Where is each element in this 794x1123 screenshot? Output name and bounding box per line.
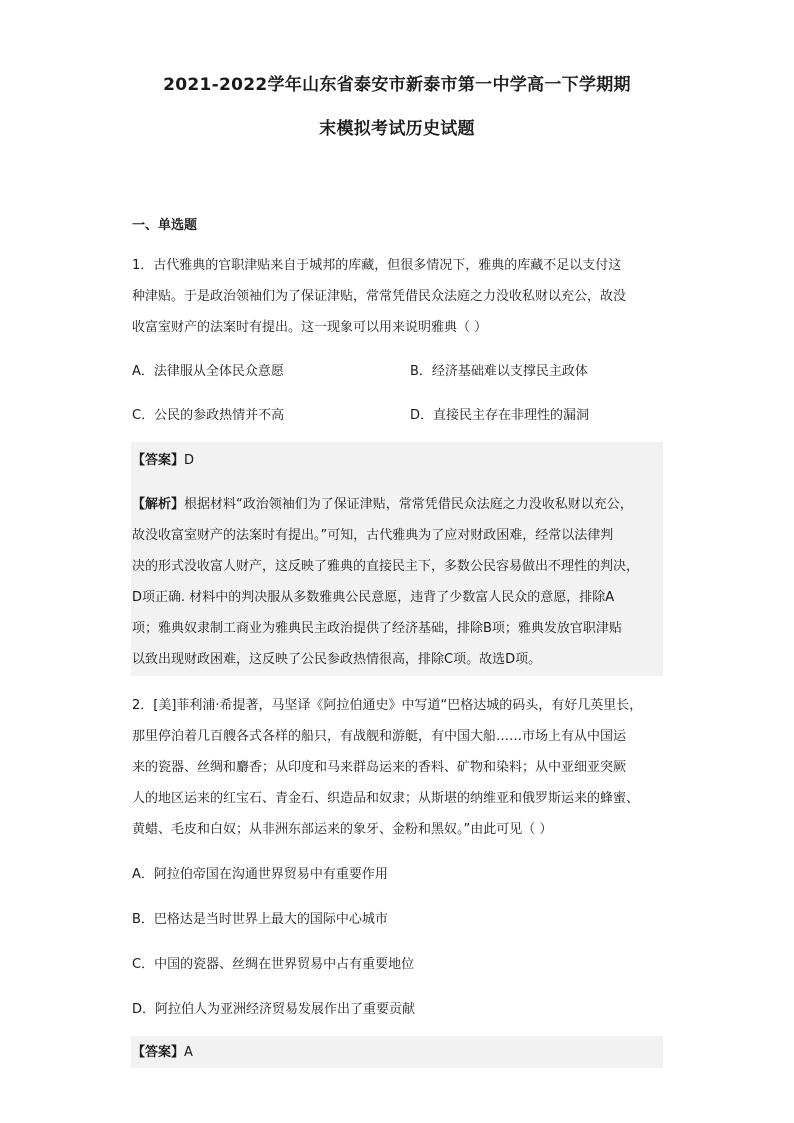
q1-analysis-line-3: 决的形式没收富人财产，这反映了雅典的直接民主下，多数公民容易做出不理性的判决， bbox=[132, 559, 640, 574]
q1-stem-line-3: 收富室财产的法案时有提出。这一现象可以用来说明雅典（ ） bbox=[132, 320, 488, 335]
document-title-line-2: 末模拟考试历史试题 bbox=[319, 119, 475, 139]
q2-stem-line-3: 来的瓷器、丝绸和麝香；从印度和马来群岛运来的香料、矿物和染料；从中亚细亚突厥 bbox=[132, 760, 627, 775]
q2-answer-value: A bbox=[184, 1045, 193, 1060]
q1-answer-value: D bbox=[184, 453, 195, 468]
q1-analysis-line-2: 故没收富室财产的法案时有提出。”可知，古代雅典为了应对财政困难，经常以法律判 bbox=[132, 528, 614, 543]
q1-stem-line-1: 1．古代雅典的官职津贴来自于城邦的库藏，但很多情况下，雅典的库藏不足以支付这 bbox=[132, 258, 622, 273]
q2-option-d: D．阿拉伯人为亚洲经济贸易发展作出了重要贡献 bbox=[132, 1002, 416, 1017]
q1-analysis-label: 【解析】 bbox=[132, 497, 185, 512]
q1-analysis-line-6: 以致出现财政困难，这反映了公民参政热情很高，排除C项。故选D项。 bbox=[132, 652, 542, 667]
q1-answer bbox=[132, 451, 194, 471]
q2-option-a: A．阿拉伯帝国在沟通世界贸易中有重要作用 bbox=[132, 867, 388, 882]
q1-option-b: B．经济基础难以支撑民主政体 bbox=[410, 364, 588, 379]
q2-answer-block bbox=[131, 1036, 663, 1068]
q1-answer-label: 【答案】 bbox=[132, 453, 185, 468]
q1-option-d: D．直接民主存在非理性的漏洞 bbox=[410, 408, 590, 423]
q1-analysis-text-1: 根据材料“政治领袖们为了保证津贴，常常凭借民众法庭之力没收私财以充公， bbox=[184, 497, 633, 512]
q2-answer-label: 【答案】 bbox=[132, 1045, 185, 1060]
q1-analysis-line-1 bbox=[132, 495, 633, 515]
q1-analysis-line-4: D项正确. 材料中的判决服从多数雅典公民意愿，违背了少数富人民众的意愿，排除A bbox=[132, 590, 615, 605]
q2-stem-line-5: 黄蜡、毛皮和白奴；从非洲东部运来的象牙、金粉和黑奴。”由此可见（ ） bbox=[132, 822, 553, 837]
q2-stem-line-2: 那里停泊着几百艘各式各样的船只，有战舰和游艇，有中国大船……市场上有从中国运 bbox=[132, 729, 627, 744]
q2-answer bbox=[132, 1043, 193, 1063]
q1-option-c: C．公民的参政热情并不高 bbox=[132, 408, 285, 423]
q2-option-b: B．巴格达是当时世界上最大的国际中心城市 bbox=[132, 912, 388, 927]
q2-stem-line-4: 人的地区运来的红宝石、青金石、织造品和奴隶；从斯堪的纳维亚和俄罗斯运来的蜂蜜、 bbox=[132, 791, 640, 806]
q1-analysis-line-5: 项；雅典奴隶制工商业为雅典民主政治提供了经济基础，排除B项；雅典发放官职津贴 bbox=[132, 621, 622, 636]
q1-option-a: A．法律服从全体民众意愿 bbox=[132, 364, 284, 379]
q1-stem-line-2: 种津贴。于是政治领袖们为了保证津贴，常常凭借民众法庭之力没收私财以充公，故没 bbox=[132, 289, 627, 304]
q2-option-c: C．中国的瓷器、丝绸在世界贸易中占有重要地位 bbox=[132, 957, 415, 972]
document-title-line-1: 2021-2022学年山东省泰安市新泰市第一中学高一下学期期 bbox=[163, 75, 631, 95]
section-heading: 一、单选题 bbox=[132, 218, 198, 233]
q2-stem-line-1: 2．[美]菲利浦·希提著，马坚译《阿拉伯通史》中写道“巴格达城的码头，有好几英里长， bbox=[132, 698, 643, 713]
